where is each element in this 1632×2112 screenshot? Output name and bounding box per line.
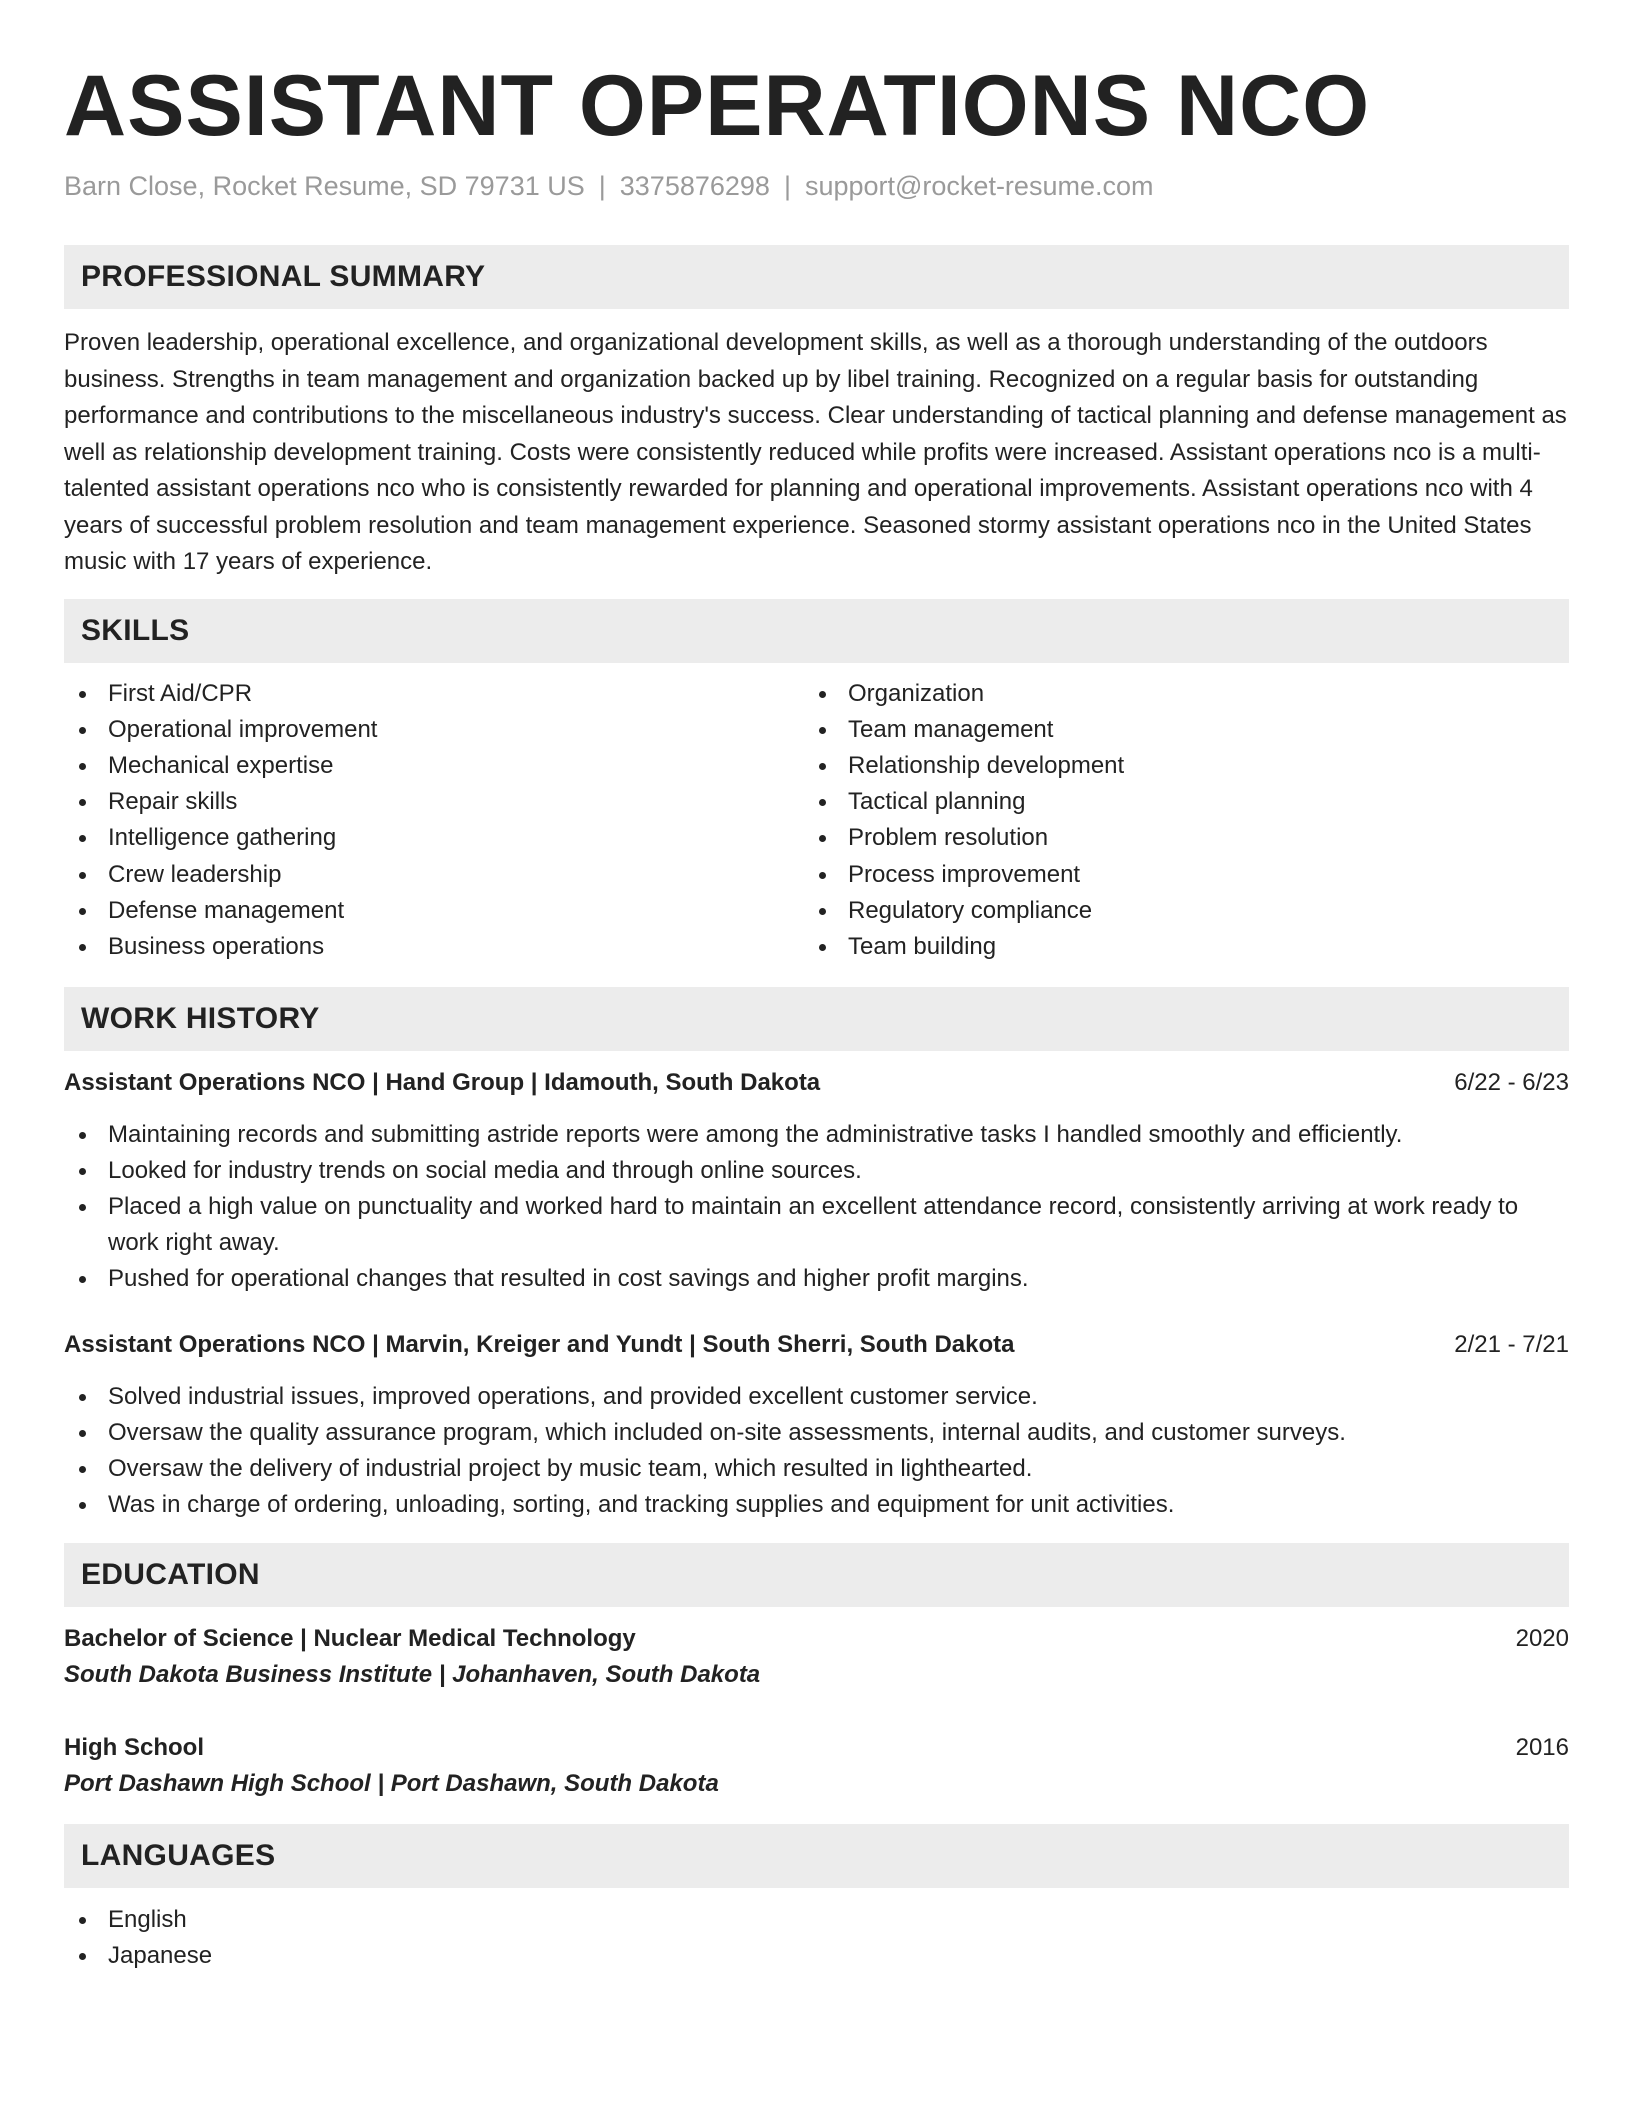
skill-item: Organization [804, 676, 1564, 712]
job-bullet: Pushed for operational changes that resulted in cost savings and higher profit margins. [64, 1261, 1569, 1297]
education-degree: High School [64, 1734, 204, 1762]
skill-item: Operational improvement [64, 712, 804, 748]
job-date: 2/21 - 7/21 [1454, 1331, 1569, 1359]
skill-item: Process improvement [804, 857, 1564, 893]
job-entry [64, 1327, 1569, 1523]
contact-email[interactable]: support@rocket-resume.com [804, 171, 1154, 201]
job-heading-row [64, 1327, 1569, 1363]
education-entry [64, 1621, 1569, 1693]
job-bullet: Solved industrial issues, improved operations, and provided excellent customer service. [64, 1379, 1569, 1415]
language-item: English [64, 1902, 1569, 1938]
education-entry [64, 1730, 1569, 1802]
job-bullet: Maintaining records and submitting astride reports were among the administrative tasks I handled smoothly and efficiently. [64, 1117, 1569, 1153]
contact-phone[interactable]: 3375876298 [619, 171, 770, 201]
section-header-work-history: WORK HISTORY [64, 987, 1569, 1051]
job-title: Assistant Operations NCO | Marvin, Kreiger and Yundt | South Sherri, South Dakota [64, 1331, 1015, 1359]
job-bullet: Looked for industry trends on social media and through online sources. [64, 1153, 1569, 1189]
skill-item: Tactical planning [804, 784, 1564, 820]
job-bullet: Oversaw the quality assurance program, which included on-site assessments, internal audits, and customer surveys. [64, 1415, 1569, 1451]
skill-item: Business operations [64, 929, 804, 965]
job-bullets [64, 1117, 1569, 1297]
skill-item: Team management [804, 712, 1564, 748]
skill-item: Problem resolution [804, 820, 1564, 856]
skill-item: Regulatory compliance [804, 893, 1564, 929]
education-heading-row [64, 1621, 1569, 1657]
education-school: South Dakota Business Institute | Johanhaven, South Dakota [64, 1661, 761, 1689]
skills-column-right [804, 676, 1564, 966]
skill-item: Mechanical expertise [64, 748, 804, 784]
skill-item: Crew leadership [64, 857, 804, 893]
job-date: 6/22 - 6/23 [1454, 1069, 1569, 1097]
contact-separator: | [783, 171, 791, 201]
job-heading-row [64, 1065, 1569, 1101]
education-degree: Bachelor of Science | Nuclear Medical Technology [64, 1625, 636, 1653]
section-header-summary: PROFESSIONAL SUMMARY [64, 245, 1569, 309]
resume-name: ASSISTANT OPERATIONS NCO [64, 58, 1371, 154]
contact-address: Barn Close, Rocket Resume, SD 79731 US [64, 171, 585, 201]
education-school: Port Dashawn High School | Port Dashawn, South Dakota [64, 1770, 719, 1798]
skill-item: Repair skills [64, 784, 804, 820]
skill-item: First Aid/CPR [64, 676, 804, 712]
section-header-skills: SKILLS [64, 599, 1569, 663]
job-bullet: Oversaw the delivery of industrial project by music team, which resulted in lighthearted. [64, 1451, 1569, 1487]
education-year: 2016 [1515, 1734, 1569, 1762]
section-header-languages: LANGUAGES [64, 1824, 1569, 1888]
language-item: Japanese [64, 1938, 1569, 1974]
skill-item: Relationship development [804, 748, 1564, 784]
skill-item: Team building [804, 929, 1564, 965]
job-bullet: Was in charge of ordering, unloading, sorting, and tracking supplies and equipment for unit activities. [64, 1487, 1569, 1523]
job-bullet: Placed a high value on punctuality and worked hard to maintain an excellent attendance record, consistently arriving at work ready to work right away. [64, 1189, 1569, 1261]
skills-list [64, 676, 1569, 966]
job-title: Assistant Operations NCO | Hand Group | Idamouth, South Dakota [64, 1069, 821, 1097]
contact-separator: | [598, 171, 606, 201]
skill-item: Intelligence gathering [64, 820, 804, 856]
skill-item: Defense management [64, 893, 804, 929]
skills-column-left [64, 676, 804, 966]
education-heading-row [64, 1730, 1569, 1766]
summary-text: Proven leadership, operational excellence, and organizational development skills, as well as a thorough understanding of the outdoors business. Strengths in team management and organization backed up by libel training. Recognized on a regular basis for outstanding performance and contributions to the miscellaneous industry's success. Clear understanding of tactical planning and defense management as well as relationship development training. Costs were consistently reduced while profits were increased. Assistant operations nco is a multi-talented assistant operations nco who is consistently rewarded for planning and operational improvements. Assistant operations nco with 4 years of successful problem resolution and team management experience. Seasoned stormy assistant operations nco in the United States music with 17 years of experience. [64, 329, 1567, 575]
job-entry [64, 1065, 1569, 1297]
contact-line [64, 168, 1569, 204]
education-year: 2020 [1515, 1625, 1569, 1653]
section-header-education: EDUCATION [64, 1543, 1569, 1607]
job-bullets [64, 1379, 1569, 1523]
languages-list [64, 1902, 1569, 1974]
